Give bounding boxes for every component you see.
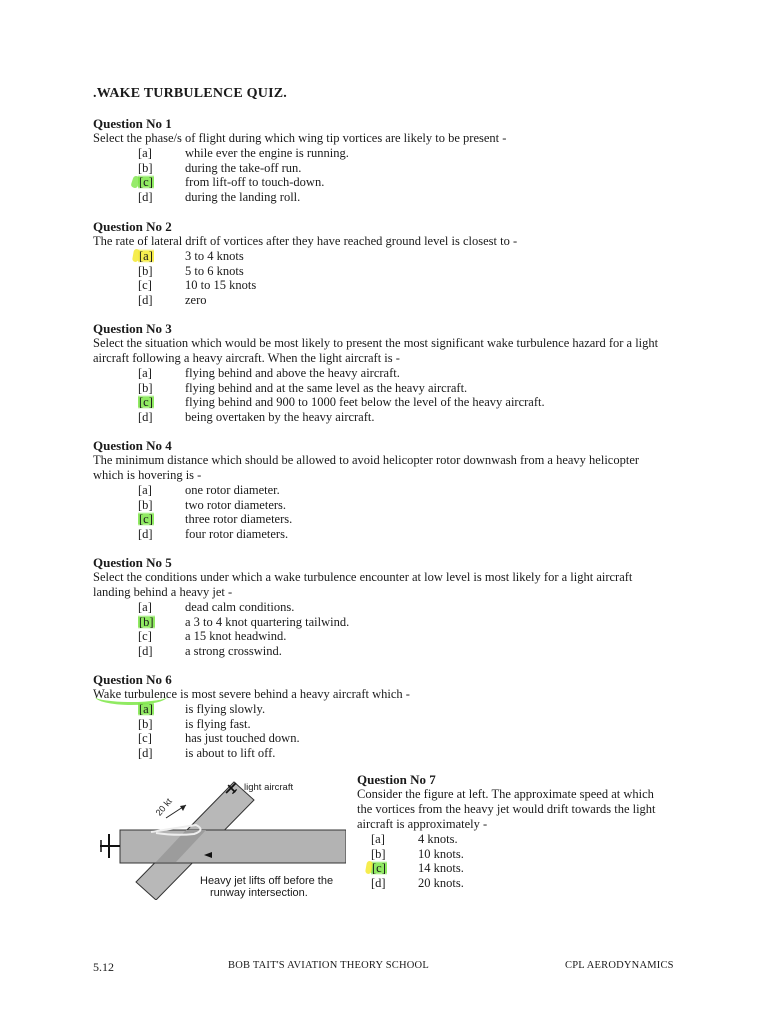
option-b — [93, 161, 693, 176]
option-text: 3 to 4 knots — [185, 249, 244, 263]
option-letter: [d] — [371, 875, 386, 890]
heavy-jet-icon — [100, 834, 120, 858]
question-heading: Question No 1 — [93, 116, 172, 131]
option-letter: [a] — [138, 146, 152, 160]
option-c-highlighted — [357, 861, 687, 876]
option-text: three rotor diameters. — [185, 512, 293, 527]
question-text-line-1: Select the conditions under which a wake turbulence encounter at low level is most likely for a light aircraft — [93, 570, 633, 584]
wind-speed-label: 20 kt — [153, 796, 174, 818]
question-text-line-2: landing behind a heavy jet - — [93, 585, 233, 599]
caption-line-2: runway intersection. — [210, 887, 308, 899]
question-2 — [93, 219, 693, 307]
option-d — [93, 190, 693, 205]
option-letter: [b] — [138, 716, 153, 731]
option-letter: [b] — [138, 160, 153, 175]
question-text: Wake turbulence is most severe behind a heavy aircraft which - — [93, 687, 410, 701]
light-aircraft-label: light aircraft — [244, 782, 294, 793]
question-1 — [93, 116, 693, 204]
question-text: The rate of lateral drift of vortices after they have reached ground level is closest to - — [93, 234, 518, 248]
highlight-underline — [95, 688, 167, 705]
question-5 — [93, 555, 693, 658]
option-a — [93, 600, 693, 615]
option-text: during the landing roll. — [185, 189, 301, 204]
option-letter: [a] — [138, 600, 152, 614]
option-a — [93, 146, 693, 161]
question-text-line-1: Consider the figure at left. The approximate speed at which — [357, 787, 654, 801]
option-b — [357, 847, 687, 862]
option-letter: [b] — [371, 846, 386, 861]
option-text: being overtaken by the heavy aircraft. — [185, 409, 375, 424]
option-text: 5 to 6 knots — [185, 263, 244, 278]
option-text: flying behind and 900 to 1000 feet below the level of the heavy aircraft. — [185, 395, 545, 410]
option-letter: [a] — [371, 832, 385, 846]
main-runway — [120, 830, 346, 863]
option-b-highlighted — [93, 615, 693, 630]
footer-subject: CPL AERODYNAMICS — [565, 960, 674, 971]
option-text: 4 knots. — [418, 832, 458, 846]
option-text: flying behind and above the heavy aircraft. — [185, 366, 400, 380]
question-heading: Question No 2 — [93, 219, 172, 234]
option-d — [93, 746, 693, 761]
option-letter: [d] — [138, 643, 153, 658]
option-d — [93, 293, 693, 308]
option-letter: [c] — [139, 175, 153, 190]
option-a — [93, 366, 693, 381]
option-text: two rotor diameters. — [185, 497, 287, 512]
option-text: a 15 knot headwind. — [185, 629, 287, 644]
option-d — [93, 527, 693, 542]
option-text: zero — [185, 292, 207, 307]
option-c-highlighted — [93, 395, 693, 410]
option-letter: [d] — [138, 409, 153, 424]
option-text: is about to lift off. — [185, 745, 276, 760]
question-text-line-1: Select the situation which would be most likely to present the most significant wake turbulence hazard for a light — [93, 336, 659, 350]
question-heading: Question No 4 — [93, 438, 172, 453]
question-text-line-3: aircraft is approximately - — [357, 817, 488, 831]
option-letter: [b] — [138, 263, 153, 278]
option-c — [93, 731, 693, 746]
question-heading: Question No 3 — [93, 321, 172, 336]
option-text: 10 to 15 knots — [185, 278, 257, 293]
option-c — [93, 629, 693, 644]
option-b — [93, 264, 693, 279]
option-text: 20 knots. — [418, 875, 464, 890]
option-a — [357, 832, 687, 847]
option-text: is flying fast. — [185, 716, 251, 731]
option-text: is flying slowly. — [185, 702, 266, 716]
option-letter: [d] — [138, 526, 153, 541]
option-letter: [c] — [138, 278, 152, 293]
option-text: a strong crosswind. — [185, 643, 282, 658]
option-letter: [d] — [138, 292, 153, 307]
option-c — [93, 278, 693, 293]
option-d — [93, 410, 693, 425]
option-letter: [b] — [138, 497, 153, 512]
option-text: 14 knots. — [418, 861, 464, 876]
option-text: has just touched down. — [185, 731, 300, 746]
option-text: while ever the engine is running. — [185, 146, 349, 160]
option-text: a 3 to 4 knot quartering tailwind. — [185, 614, 350, 629]
question-text-line-2: which is hovering is - — [93, 468, 202, 482]
option-letter: [a] — [138, 366, 152, 380]
option-letter: [a] — [139, 702, 153, 716]
option-text: flying behind and at the same level as the heavy aircraft. — [185, 380, 468, 395]
question-heading: Question No 5 — [93, 555, 172, 570]
question-6 — [93, 672, 693, 760]
question-heading: Question No 7 — [357, 772, 436, 787]
option-text: one rotor diameter. — [185, 483, 280, 497]
question-heading: Question No 6 — [93, 672, 172, 687]
question-7 — [357, 772, 687, 890]
option-letter: [d] — [138, 189, 153, 204]
option-letter: [c] — [138, 629, 152, 644]
question-text: Select the phase/s of flight during which wing tip vortices are likely to be present - — [93, 131, 507, 145]
option-letter: [d] — [138, 745, 153, 760]
question-3 — [93, 321, 693, 424]
option-b — [93, 498, 693, 513]
option-text: during the take-off run. — [185, 160, 302, 175]
option-letter: [c] — [139, 395, 153, 410]
diagram-caption — [200, 875, 360, 899]
option-letter: [a] — [139, 249, 153, 263]
option-d — [93, 644, 693, 659]
option-text: 10 knots. — [418, 846, 464, 861]
option-text: from lift-off to touch-down. — [185, 175, 325, 190]
option-b — [93, 381, 693, 396]
option-letter: [c] — [138, 731, 152, 746]
option-letter: [b] — [138, 380, 153, 395]
caption-line-1: Heavy jet lifts off before the — [200, 875, 334, 887]
option-a-highlighted — [93, 702, 693, 717]
page-title: .WAKE TURBULENCE QUIZ. — [93, 86, 287, 101]
option-text: dead calm conditions. — [185, 600, 295, 614]
option-c-highlighted — [93, 175, 693, 190]
question-text-line-2: aircraft following a heavy aircraft. When the light aircraft is - — [93, 351, 400, 365]
option-letter: [a] — [138, 483, 152, 497]
question-text-line-1: The minimum distance which should be allowed to avoid helicopter rotor downwash from a heavy helicopter — [93, 453, 640, 467]
question-4 — [93, 438, 693, 541]
option-d — [357, 876, 687, 891]
option-a — [93, 483, 693, 498]
option-letter: [c] — [372, 861, 386, 876]
option-a-highlighted — [93, 249, 693, 264]
option-b — [93, 717, 693, 732]
option-letter: [b] — [139, 614, 154, 629]
footer-school-name: BOB TAIT'S AVIATION THEORY SCHOOL — [228, 960, 429, 971]
page-number: 5.12 — [93, 960, 114, 974]
question-text-line-2: the vortices from the heavy jet would drift towards the light — [357, 802, 656, 816]
option-letter: [c] — [139, 512, 153, 527]
option-text: four rotor diameters. — [185, 526, 289, 541]
option-c-highlighted — [93, 512, 693, 527]
